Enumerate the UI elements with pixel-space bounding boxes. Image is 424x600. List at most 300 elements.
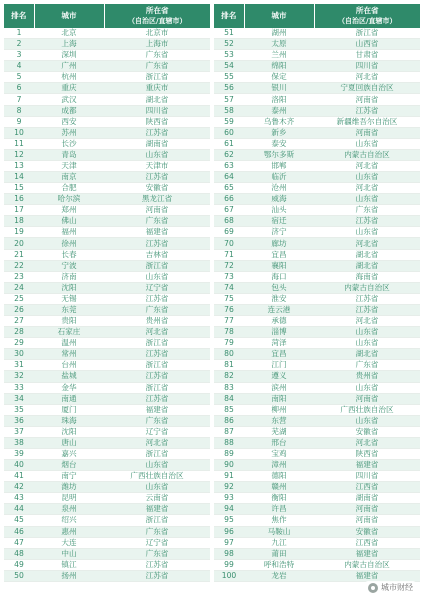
rank-cell: 63 xyxy=(214,160,244,171)
table-row xyxy=(214,61,420,72)
province-cell: 山东省 xyxy=(314,415,420,426)
province-cell: 江苏省 xyxy=(104,127,210,138)
rank-cell: 36 xyxy=(4,415,34,426)
city-cell: 珠海 xyxy=(34,415,104,426)
rank-cell: 34 xyxy=(4,393,34,404)
table-row xyxy=(4,537,210,548)
city-cell: 焦作 xyxy=(244,515,314,526)
city-cell: 哈尔滨 xyxy=(34,194,104,205)
table-row xyxy=(4,415,210,426)
rank-cell: 52 xyxy=(214,39,244,50)
city-cell: 济宁 xyxy=(244,227,314,238)
rank-cell: 30 xyxy=(4,349,34,360)
province-cell: 山东省 xyxy=(104,271,210,282)
rank-cell: 97 xyxy=(214,537,244,548)
table-row xyxy=(4,426,210,437)
table-row xyxy=(4,227,210,238)
city-cell: 淄博 xyxy=(244,327,314,338)
province-cell: 河南省 xyxy=(314,94,420,105)
rank-cell: 23 xyxy=(4,271,34,282)
province-cell: 安徽省 xyxy=(314,426,420,437)
table-row xyxy=(214,28,420,39)
rank-cell: 80 xyxy=(214,349,244,360)
table-row xyxy=(214,404,420,415)
city-cell: 宜昌 xyxy=(244,349,314,360)
table-row xyxy=(214,570,420,581)
table-row xyxy=(4,94,210,105)
city-cell: 淮安 xyxy=(244,293,314,304)
city-cell: 沧州 xyxy=(244,183,314,194)
city-cell: 厦门 xyxy=(34,404,104,415)
table-row xyxy=(4,249,210,260)
city-cell: 海口 xyxy=(244,271,314,282)
table-row xyxy=(4,570,210,581)
table-row xyxy=(4,304,210,315)
city-cell: 武汉 xyxy=(34,94,104,105)
city-cell: 唐山 xyxy=(34,437,104,448)
province-cell: 广东省 xyxy=(314,205,420,216)
table-row xyxy=(4,293,210,304)
province-cell: 云南省 xyxy=(104,493,210,504)
table-row xyxy=(4,526,210,537)
table-row xyxy=(214,94,420,105)
province-cell: 辽宁省 xyxy=(104,537,210,548)
province-cell: 河北省 xyxy=(104,327,210,338)
city-cell: 深圳 xyxy=(34,50,104,61)
city-cell: 泰安 xyxy=(244,138,314,149)
city-cell: 无锡 xyxy=(34,293,104,304)
province-cell: 山东省 xyxy=(314,227,420,238)
table-row xyxy=(214,349,420,360)
city-cell: 上海 xyxy=(34,39,104,50)
table-row xyxy=(4,260,210,271)
city-cell: 洛阳 xyxy=(244,94,314,105)
rank-cell: 96 xyxy=(214,526,244,537)
province-cell: 山东省 xyxy=(314,138,420,149)
rank-cell: 40 xyxy=(4,460,34,471)
province-cell: 河南省 xyxy=(314,393,420,404)
province-cell: 四川省 xyxy=(314,61,420,72)
province-cell: 江西省 xyxy=(314,537,420,548)
table-row xyxy=(214,39,420,50)
city-cell: 扬州 xyxy=(34,570,104,581)
city-cell: 北京 xyxy=(34,28,104,39)
table-row xyxy=(214,471,420,482)
rank-cell: 60 xyxy=(214,127,244,138)
rank-cell: 49 xyxy=(4,559,34,570)
rank-cell: 13 xyxy=(4,160,34,171)
rank-cell: 85 xyxy=(214,404,244,415)
rank-cell: 29 xyxy=(4,338,34,349)
province-cell: 江苏省 xyxy=(104,570,210,581)
rank-cell: 7 xyxy=(4,94,34,105)
province-cell: 河南省 xyxy=(104,205,210,216)
province-cell: 广东省 xyxy=(104,216,210,227)
table-row xyxy=(214,160,420,171)
watermark xyxy=(365,581,416,594)
table-row xyxy=(214,138,420,149)
province-cell: 内蒙古自治区 xyxy=(314,282,420,293)
province-cell: 陕西省 xyxy=(104,116,210,127)
table-row xyxy=(4,404,210,415)
rank-cell: 8 xyxy=(4,105,34,116)
city-cell: 泰州 xyxy=(244,105,314,116)
table-row xyxy=(4,493,210,504)
city-cell: 绵阳 xyxy=(244,61,314,72)
table-row xyxy=(4,172,210,183)
table-row xyxy=(4,349,210,360)
rank-cell: 77 xyxy=(214,316,244,327)
table-row xyxy=(214,116,420,127)
province-header xyxy=(104,4,210,28)
rank-cell: 73 xyxy=(214,271,244,282)
province-cell: 广东省 xyxy=(104,61,210,72)
city-cell: 宝鸡 xyxy=(244,448,314,459)
city-cell: 保定 xyxy=(244,72,314,83)
province-cell: 海南省 xyxy=(314,271,420,282)
rank-cell: 100 xyxy=(214,570,244,581)
city-cell: 芜湖 xyxy=(244,426,314,437)
table-row xyxy=(4,127,210,138)
table-row xyxy=(214,260,420,271)
rank-cell: 94 xyxy=(214,504,244,515)
province-cell: 广东省 xyxy=(104,304,210,315)
province-cell: 福建省 xyxy=(314,460,420,471)
city-cell: 威海 xyxy=(244,194,314,205)
rank-cell: 86 xyxy=(214,415,244,426)
rank-cell: 84 xyxy=(214,393,244,404)
rank-cell: 91 xyxy=(214,471,244,482)
city-cell: 惠州 xyxy=(34,526,104,537)
city-cell: 大连 xyxy=(34,537,104,548)
city-cell: 包头 xyxy=(244,282,314,293)
rank-cell: 4 xyxy=(4,61,34,72)
city-cell: 邯郸 xyxy=(244,160,314,171)
table-body-right xyxy=(214,28,420,581)
rank-cell: 79 xyxy=(214,338,244,349)
province-cell: 黑龙江省 xyxy=(104,194,210,205)
city-cell: 徐州 xyxy=(34,238,104,249)
city-cell: 济南 xyxy=(34,271,104,282)
rank-cell: 6 xyxy=(4,83,34,94)
city-cell: 莆田 xyxy=(244,548,314,559)
table-row xyxy=(214,282,420,293)
table-row xyxy=(214,72,420,83)
city-cell: 东营 xyxy=(244,415,314,426)
rank-cell: 67 xyxy=(214,205,244,216)
table-row xyxy=(4,282,210,293)
city-cell: 菏泽 xyxy=(244,338,314,349)
rank-cell: 43 xyxy=(4,493,34,504)
city-cell: 广州 xyxy=(34,61,104,72)
province-cell: 江苏省 xyxy=(104,238,210,249)
rank-cell: 51 xyxy=(214,28,244,39)
city-cell: 石家庄 xyxy=(34,327,104,338)
rank-cell: 98 xyxy=(214,548,244,559)
ranking-table-right xyxy=(214,4,420,582)
province-cell: 江苏省 xyxy=(104,559,210,570)
rank-cell: 53 xyxy=(214,50,244,61)
rank-cell: 76 xyxy=(214,304,244,315)
city-cell: 台州 xyxy=(34,360,104,371)
city-cell: 马鞍山 xyxy=(244,526,314,537)
city-cell: 邢台 xyxy=(244,437,314,448)
rank-cell: 39 xyxy=(4,448,34,459)
province-cell: 山东省 xyxy=(314,327,420,338)
table-row xyxy=(214,338,420,349)
table-row xyxy=(4,183,210,194)
province-cell: 河北省 xyxy=(314,160,420,171)
province-cell: 山东省 xyxy=(314,338,420,349)
province-cell: 河北省 xyxy=(314,183,420,194)
province-cell: 浙江省 xyxy=(314,28,420,39)
rank-cell: 95 xyxy=(214,515,244,526)
rank-cell: 1 xyxy=(4,28,34,39)
rank-cell: 33 xyxy=(4,382,34,393)
rank-cell: 89 xyxy=(214,448,244,459)
province-cell: 甘肃省 xyxy=(314,50,420,61)
rank-cell: 57 xyxy=(214,94,244,105)
city-cell: 许昌 xyxy=(244,504,314,515)
city-cell: 新乡 xyxy=(244,127,314,138)
rank-cell: 16 xyxy=(4,194,34,205)
city-cell: 嘉兴 xyxy=(34,448,104,459)
province-cell: 山东省 xyxy=(104,149,210,160)
province-cell: 上海市 xyxy=(104,39,210,50)
city-cell: 银川 xyxy=(244,83,314,94)
table-row xyxy=(214,238,420,249)
rank-cell: 41 xyxy=(4,471,34,482)
table-row xyxy=(4,448,210,459)
province-cell: 辽宁省 xyxy=(104,426,210,437)
rank-cell: 19 xyxy=(4,227,34,238)
city-cell: 汕头 xyxy=(244,205,314,216)
province-cell: 陕西省 xyxy=(314,448,420,459)
province-cell: 河南省 xyxy=(314,515,420,526)
rank-cell: 44 xyxy=(4,504,34,515)
province-cell: 江苏省 xyxy=(314,304,420,315)
province-cell: 广东省 xyxy=(314,360,420,371)
city-cell: 衡阳 xyxy=(244,493,314,504)
city-cell: 贵阳 xyxy=(34,316,104,327)
rank-cell: 58 xyxy=(214,105,244,116)
city-cell: 宁波 xyxy=(34,260,104,271)
rank-cell: 50 xyxy=(4,570,34,581)
province-cell: 辽宁省 xyxy=(104,282,210,293)
city-cell: 常州 xyxy=(34,349,104,360)
rank-cell: 5 xyxy=(4,72,34,83)
province-cell: 山东省 xyxy=(314,382,420,393)
rank-header: 排名 xyxy=(214,4,244,28)
city-cell: 郑州 xyxy=(34,205,104,216)
city-cell: 漳州 xyxy=(244,460,314,471)
province-cell: 福建省 xyxy=(104,404,210,415)
rank-cell: 74 xyxy=(214,282,244,293)
table-row xyxy=(4,105,210,116)
table-row xyxy=(214,371,420,382)
province-cell: 河北省 xyxy=(104,437,210,448)
table-row xyxy=(214,460,420,471)
city-cell: 宿迁 xyxy=(244,216,314,227)
city-cell: 烟台 xyxy=(34,460,104,471)
city-cell: 赣州 xyxy=(244,482,314,493)
city-cell: 佛山 xyxy=(34,216,104,227)
rank-cell: 21 xyxy=(4,249,34,260)
rank-cell: 81 xyxy=(214,360,244,371)
table-row xyxy=(214,415,420,426)
rank-cell: 9 xyxy=(4,116,34,127)
watermark-text: 城市财经 xyxy=(381,583,413,592)
table-row xyxy=(4,160,210,171)
table-row xyxy=(4,61,210,72)
rank-cell: 37 xyxy=(4,426,34,437)
table-row xyxy=(214,493,420,504)
city-cell: 廊坊 xyxy=(244,238,314,249)
rank-cell: 55 xyxy=(214,72,244,83)
table-row xyxy=(214,194,420,205)
rank-cell: 28 xyxy=(4,327,34,338)
province-cell: 天津市 xyxy=(104,160,210,171)
rank-cell: 92 xyxy=(214,482,244,493)
city-cell: 沈阳 xyxy=(34,282,104,293)
rank-cell: 90 xyxy=(214,460,244,471)
table-row xyxy=(214,504,420,515)
table-row xyxy=(214,448,420,459)
table-row xyxy=(214,482,420,493)
rank-cell: 31 xyxy=(4,360,34,371)
city-cell: 临沂 xyxy=(244,172,314,183)
table-row xyxy=(4,39,210,50)
province-cell: 浙江省 xyxy=(104,260,210,271)
table-row xyxy=(4,482,210,493)
rank-cell: 2 xyxy=(4,39,34,50)
table-row xyxy=(4,50,210,61)
city-cell: 成都 xyxy=(34,105,104,116)
province-cell: 广西壮族自治区 xyxy=(104,471,210,482)
rank-cell: 99 xyxy=(214,559,244,570)
table-row xyxy=(4,138,210,149)
city-cell: 南京 xyxy=(34,172,104,183)
table-row xyxy=(214,227,420,238)
rank-cell: 75 xyxy=(214,293,244,304)
table-row xyxy=(214,548,420,559)
province-header xyxy=(314,4,420,28)
city-cell: 乌鲁木齐 xyxy=(244,116,314,127)
table-row xyxy=(214,437,420,448)
province-cell: 内蒙古自治区 xyxy=(314,149,420,160)
table-row xyxy=(4,471,210,482)
table-row xyxy=(4,327,210,338)
table-row xyxy=(4,515,210,526)
province-cell: 江苏省 xyxy=(314,216,420,227)
city-cell: 南通 xyxy=(34,393,104,404)
city-header: 城市 xyxy=(34,4,104,28)
city-cell: 九江 xyxy=(244,537,314,548)
rank-cell: 72 xyxy=(214,260,244,271)
province-cell: 江西省 xyxy=(314,482,420,493)
city-cell: 合肥 xyxy=(34,183,104,194)
rank-cell: 70 xyxy=(214,238,244,249)
province-cell: 河北省 xyxy=(314,72,420,83)
table-row xyxy=(4,149,210,160)
province-cell: 河北省 xyxy=(314,238,420,249)
rank-cell: 35 xyxy=(4,404,34,415)
table-row xyxy=(4,393,210,404)
province-header-line1: 所在省 xyxy=(355,6,379,15)
city-cell: 遵义 xyxy=(244,371,314,382)
table-row xyxy=(214,304,420,315)
province-cell: 安徽省 xyxy=(104,183,210,194)
province-cell: 湖北省 xyxy=(314,260,420,271)
rank-cell: 78 xyxy=(214,327,244,338)
province-cell: 广东省 xyxy=(104,548,210,559)
table-row xyxy=(4,371,210,382)
province-cell: 江苏省 xyxy=(104,371,210,382)
city-cell: 宜昌 xyxy=(244,249,314,260)
table-row xyxy=(214,526,420,537)
table-row xyxy=(214,50,420,61)
rank-cell: 18 xyxy=(4,216,34,227)
table-row xyxy=(4,72,210,83)
city-cell: 江门 xyxy=(244,360,314,371)
province-cell: 河北省 xyxy=(314,437,420,448)
rank-cell: 65 xyxy=(214,183,244,194)
city-cell: 中山 xyxy=(34,548,104,559)
table-row xyxy=(4,437,210,448)
rank-cell: 20 xyxy=(4,238,34,249)
city-cell: 昆明 xyxy=(34,493,104,504)
table-row xyxy=(214,127,420,138)
table-row xyxy=(4,205,210,216)
city-cell: 南阳 xyxy=(244,393,314,404)
rank-cell: 88 xyxy=(214,437,244,448)
city-cell: 太原 xyxy=(244,39,314,50)
table-row xyxy=(4,116,210,127)
province-cell: 四川省 xyxy=(314,471,420,482)
city-cell: 柳州 xyxy=(244,404,314,415)
rank-cell: 25 xyxy=(4,293,34,304)
rank-cell: 17 xyxy=(4,205,34,216)
province-cell: 宁夏回族自治区 xyxy=(314,83,420,94)
province-cell: 山西省 xyxy=(314,39,420,50)
rank-cell: 59 xyxy=(214,116,244,127)
province-cell: 江苏省 xyxy=(314,293,420,304)
province-cell: 广东省 xyxy=(104,50,210,61)
rank-cell: 46 xyxy=(4,526,34,537)
rank-cell: 38 xyxy=(4,437,34,448)
table-row xyxy=(4,216,210,227)
wechat-logo-icon xyxy=(368,583,378,593)
city-cell: 沈阳 xyxy=(34,426,104,437)
table-row xyxy=(214,426,420,437)
table-body-left xyxy=(4,28,210,581)
province-cell: 贵州省 xyxy=(104,316,210,327)
city-cell: 金华 xyxy=(34,382,104,393)
rank-cell: 3 xyxy=(4,50,34,61)
rank-cell: 12 xyxy=(4,149,34,160)
table-row xyxy=(214,149,420,160)
table-row xyxy=(214,293,420,304)
rank-cell: 48 xyxy=(4,548,34,559)
table-row xyxy=(4,338,210,349)
city-cell: 长沙 xyxy=(34,138,104,149)
rank-cell: 68 xyxy=(214,216,244,227)
province-cell: 山东省 xyxy=(314,194,420,205)
city-cell: 襄阳 xyxy=(244,260,314,271)
table-row xyxy=(4,460,210,471)
city-cell: 兰州 xyxy=(244,50,314,61)
rank-cell: 27 xyxy=(4,316,34,327)
